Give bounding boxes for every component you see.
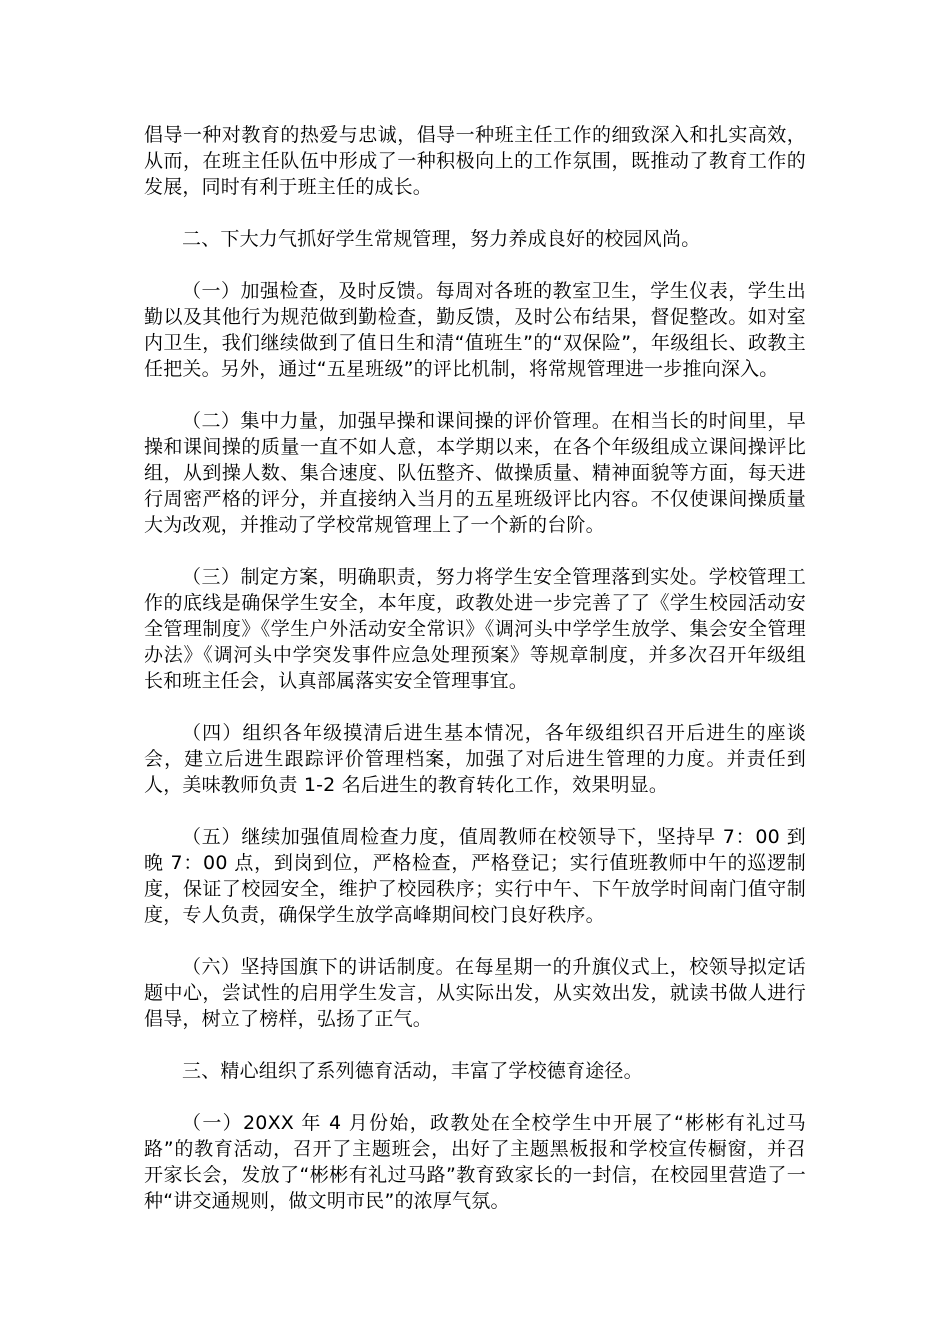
paragraph-3-1: （一）20XX 年 4 月份始，政教处在全校学生中开展了“彬彬有礼过马路”的教育活动，召开了主题班会，出好了主题黑板报和学校宣传橱窗，并召开家长会，发放了“彬彬有礼过马路”教育致家长的一封信，在校园里营造了一种“讲交通规则，做文明市民”的浓厚气氛。 <box>144 1112 806 1212</box>
section-heading-2: 二、下大力气抓好学生常规管理，努力养成良好的校园风尚。 <box>182 228 701 250</box>
section-heading-3: 三、精心组织了系列德育活动，丰富了学校德育途径。 <box>182 1060 643 1082</box>
document-page <box>144 122 806 1240</box>
paragraph-intro-continuation: 倡导一种对教育的热爱与忠诚，倡导一种班主任工作的细致深入和扎实高效，从而，在班主任队伍中形成了一种积极向上的工作氛围，既推动了教育工作的发展，同时有利于班主任的成长。 <box>144 124 806 198</box>
paragraph-2-6: （六）坚持国旗下的讲话制度。在每星期一的升旗仪式上，校领导拟定话题中心，尝试性的启用学生发言，从实际出发，从实效出发，就读书做人进行倡导，树立了榜样，弘扬了正气。 <box>144 956 806 1030</box>
paragraph-2-5: （五）继续加强值周检查力度，值周教师在校领导下，坚持早 7：00 到晚 7：00 点，到岗到位，严格检查，严格登记；实行值班教师中午的巡逻制度，保证了校园安全，维护了校园秩序；实行中午、下午放学时间南门值守制度，专人负责，确保学生放学高峰期间校门良好秩序。 <box>144 826 806 926</box>
paragraph-2-2: （二）集中力量，加强早操和课间操的评价管理。在相当长的时间里，早操和课间操的质量一直不如人意，本学期以来，在各个年级组成立课间操评比组，从到操人数、集合速度、队伍整齐、做操质量、精神面貌等方面，每天进行周密严格的评分，并直接纳入当月的五星班级评比内容。不仅使课间操质量大为改观，并推动了学校常规管理上了一个新的台阶。 <box>144 410 806 536</box>
paragraph-2-4: （四）组织各年级摸清后进生基本情况，各年级组织召开后进生的座谈会，建立后进生跟踪评价管理档案，加强了对后进生管理的力度。并责任到人，美味教师负责 1-2 名后进生的教育转化工作，效果明显。 <box>144 722 806 796</box>
paragraph-2-3: （三）制定方案，明确职责，努力将学生安全管理落到实处。学校管理工作的底线是确保学生安全，本年度，政教处进一步完善了了《学生校园活动安全管理制度》《学生户外活动安全常识》《调河头中学学生放学、集会安全管理办法》《调河头中学突发事件应急处理预案》等规章制度，并多次召开年级组长和班主任会，认真部属落实安全管理事宜。 <box>144 566 806 692</box>
paragraph-2-1: （一）加强检查，及时反馈。每周对各班的教室卫生，学生仪表，学生出勤以及其他行为规范做到勤检查，勤反馈，及时公布结果，督促整改。如对室内卫生，我们继续做到了值日生和清“值班生”的“双保险”，年级组长、政教主任把关。另外，通过“五星班级”的评比机制，将常规管理进一步推向深入。 <box>144 280 806 380</box>
